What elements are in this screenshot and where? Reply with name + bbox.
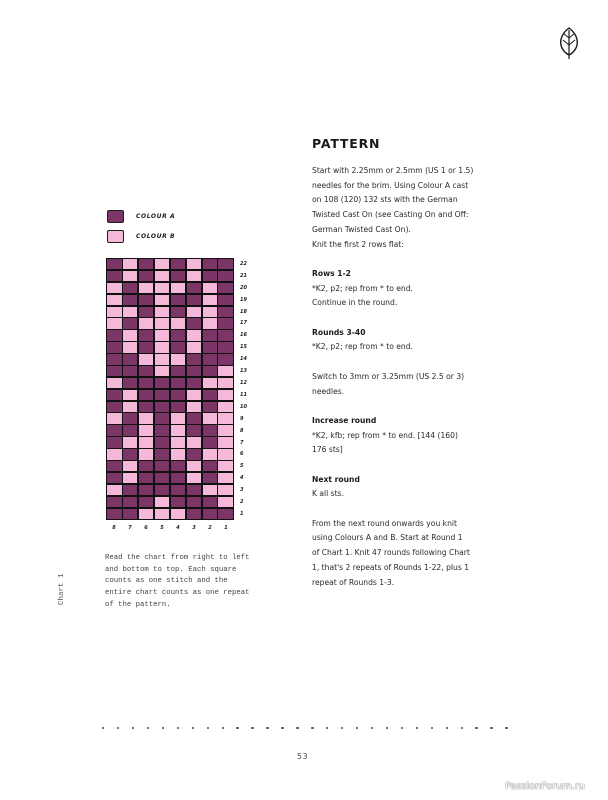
chart-row-label: 21 [240, 272, 247, 279]
chart-cell-colour-b [187, 473, 202, 483]
chart-cell-colour-a [171, 378, 186, 388]
chart-cell-colour-b [187, 402, 202, 413]
caption-line: Read the chart from right to left [105, 554, 250, 562]
chart-cell-colour-a [187, 318, 202, 328]
chart-cell-colour-a [139, 461, 154, 472]
chart-cell-colour-b [107, 378, 122, 388]
chart-cell-colour-a [139, 295, 154, 305]
chart-cell-colour-a [123, 449, 138, 459]
chart-cell-colour-a [155, 473, 170, 483]
chart-column-label: 5 [160, 525, 164, 531]
chart-cell-colour-b [123, 342, 138, 353]
chart-cell-colour-a [123, 295, 138, 305]
chart-cell-colour-b [203, 449, 218, 459]
chart-cell-colour-a [218, 318, 233, 328]
chart-cell-colour-a [107, 473, 122, 483]
pattern-paragraph [312, 326, 537, 355]
chart-cell-colour-b [107, 283, 122, 294]
chart-cell-colour-a [155, 413, 170, 423]
legend-label: COLOUR A [136, 212, 176, 220]
chart-cell-colour-a [203, 342, 218, 353]
pattern-line: *K2, kfb; rep from * to end. [144 (160) [312, 430, 458, 440]
pattern-line: Continue in the round. [312, 298, 398, 308]
chart-cell-colour-a [218, 330, 233, 340]
chart-row-label: 22 [240, 260, 247, 267]
chart-cell-colour-b [123, 461, 138, 472]
divider-dot [505, 727, 507, 729]
chart-side-label: Chart 1 [58, 573, 66, 605]
chart-cell-colour-a [187, 497, 202, 507]
chart-cell-colour-b [187, 271, 202, 281]
chart-cell-colour-a [155, 449, 170, 459]
chart-row-label: 15 [240, 344, 247, 351]
chart-column-label: 6 [144, 525, 148, 531]
chart-cell-colour-a [107, 497, 122, 507]
pattern-section [312, 136, 537, 605]
chart-row-label: 17 [240, 320, 247, 327]
chart-cell-colour-b [123, 473, 138, 483]
chart-cell-colour-a [123, 283, 138, 294]
chart-cell-colour-b [155, 259, 170, 269]
chart-cell-colour-a [155, 378, 170, 388]
chart-cell-colour-b [187, 307, 202, 318]
pattern-line: Start with 2.25mm or 2.5mm (US 1 or 1.5) [312, 166, 474, 175]
chart-cell-colour-a [123, 497, 138, 507]
chart-cell-colour-b [203, 318, 218, 328]
chart-cell-colour-a [203, 271, 218, 281]
divider-dot [341, 727, 343, 729]
chart-cell-colour-a [171, 307, 186, 318]
chart-row-label: 2 [240, 499, 244, 506]
chart-cell-colour-a [203, 402, 218, 413]
chart-cell-colour-b [218, 366, 233, 377]
pattern-paragraph [312, 414, 537, 458]
divider-dot [251, 727, 253, 729]
chart-cell-colour-a [187, 449, 202, 459]
chart-cell-colour-a [203, 461, 218, 472]
chart-cell-colour-b [187, 390, 202, 400]
chart-cell-colour-a [203, 330, 218, 340]
chart-cell-colour-a [171, 497, 186, 507]
chart-cell-colour-a [171, 295, 186, 305]
divider-dot [446, 727, 448, 729]
chart-cell-colour-a [107, 259, 122, 269]
chart-cell-colour-a [203, 366, 218, 377]
pattern-line: needles. [312, 386, 345, 396]
chart-cell-colour-a [155, 461, 170, 472]
chart-cell-colour-a [107, 402, 122, 413]
divider-dot [490, 727, 492, 729]
divider-dot [102, 727, 104, 729]
chart-cell-colour-a [218, 283, 233, 294]
chart-cell-colour-a [123, 354, 138, 364]
chart-cell-colour-a [187, 378, 202, 388]
divider-dot [401, 727, 403, 729]
divider-dot [475, 727, 477, 729]
chart-cell-colour-b [155, 330, 170, 340]
chart-row-label: 11 [240, 391, 247, 398]
chart-cell-colour-b [107, 485, 122, 496]
pattern-line: using Colours A and B. Start at Round 1 [312, 533, 463, 543]
chart-cell-colour-b [203, 295, 218, 305]
chart-cell-colour-b [187, 259, 202, 269]
divider-dot [147, 727, 149, 729]
chart-row-label: 13 [240, 368, 247, 375]
chart-cell-colour-a [203, 497, 218, 507]
chart-cell-colour-b [107, 307, 122, 318]
chart-row-label: 6 [240, 451, 244, 458]
chart-cell-colour-a [123, 485, 138, 496]
watermark: PassionForum.ru [505, 781, 585, 792]
chart-row-label: 9 [240, 415, 244, 422]
divider-dot [461, 727, 463, 729]
chart-cell-colour-b [123, 259, 138, 269]
divider-dot [281, 727, 283, 729]
chart-cell-colour-a [203, 390, 218, 400]
chart-cell-colour-b [123, 307, 138, 318]
divider-dot [117, 727, 119, 729]
chart-cell-colour-b [218, 413, 233, 423]
pattern-paragraph [312, 517, 537, 591]
chart-row-label: 12 [240, 380, 247, 387]
chart-cell-colour-a [139, 259, 154, 269]
divider-dot [296, 727, 298, 729]
chart-cell-colour-a [107, 390, 122, 400]
chart-cell-colour-b [107, 413, 122, 423]
chart-cell-colour-a [139, 307, 154, 318]
chart-cell-colour-a [107, 354, 122, 364]
chart-cell-colour-b [171, 318, 186, 328]
pattern-body [312, 164, 537, 590]
chart-cell-colour-a [107, 342, 122, 353]
chart-cell-colour-a [187, 485, 202, 496]
legend-label: COLOUR B [136, 232, 176, 240]
chart-row-label: 18 [240, 308, 247, 315]
chart-cell-colour-a [203, 473, 218, 483]
chart-column-label: 8 [112, 525, 116, 531]
chart-cell-colour-a [218, 509, 233, 520]
chart-cell-colour-b [203, 307, 218, 318]
chart-cell-colour-b [187, 342, 202, 353]
chart-cell-colour-b [155, 307, 170, 318]
chart-cell-colour-b [218, 425, 233, 436]
chart-cell-colour-a [123, 366, 138, 377]
chart-cell-colour-a [187, 509, 202, 520]
chart-cell-colour-a [107, 425, 122, 436]
chart-cell-colour-a [171, 390, 186, 400]
chart-cell-colour-a [171, 366, 186, 377]
chart-row-label: 19 [240, 296, 247, 303]
chart-cell-colour-b [187, 461, 202, 472]
pattern-line: K all sts. [312, 489, 344, 499]
chart-cell-colour-a [155, 390, 170, 400]
chart-row-label: 8 [240, 427, 244, 434]
caption-line: entire chart counts as one repeat [105, 589, 250, 598]
chart-column-label: 7 [128, 525, 132, 531]
chart-cell-colour-a [107, 437, 122, 447]
chart-column-label: 4 [176, 525, 180, 531]
divider-dot [177, 727, 179, 729]
chart-cell-colour-a [139, 342, 154, 353]
chart-row-label: 4 [240, 475, 244, 482]
divider-dot [207, 727, 209, 729]
chart-column-labels [106, 525, 234, 531]
chart-legend [107, 206, 175, 246]
chart-cell-colour-a [218, 307, 233, 318]
chart-cell-colour-b [139, 509, 154, 520]
chart-column-label: 1 [224, 525, 228, 531]
chart-row-labels [240, 258, 247, 520]
divider-dot [236, 727, 238, 729]
pattern-line: From the next round onwards you knit [312, 518, 457, 528]
section-heading: Next round [312, 474, 360, 484]
caption-line: and bottom to top. Each square [105, 565, 237, 574]
chart-cell-colour-b [218, 449, 233, 459]
chart-cell-colour-a [203, 259, 218, 269]
chart-cell-colour-b [171, 354, 186, 364]
chart-cell-colour-b [155, 271, 170, 281]
chart-cell-colour-b [218, 437, 233, 447]
chart-cell-colour-b [123, 390, 138, 400]
chart-cell-colour-a [171, 461, 186, 472]
chart-cell-colour-a [139, 473, 154, 483]
chart-cell-colour-b [139, 354, 154, 364]
chart-cell-colour-b [107, 449, 122, 459]
divider-dot [266, 727, 268, 729]
chart-cell-colour-a [107, 366, 122, 377]
chart-row-label: 3 [240, 487, 244, 494]
chart-cell-colour-b [139, 318, 154, 328]
chart-cell-colour-a [203, 509, 218, 520]
chart-cell-colour-b [123, 437, 138, 447]
chart-cell-colour-b [203, 283, 218, 294]
chart-cell-colour-a [171, 342, 186, 353]
chart-cell-colour-b [123, 271, 138, 281]
pattern-line: Twisted Cast On (see Casting On and Off: [312, 210, 469, 220]
chart-cell-colour-b [139, 437, 154, 447]
chart-cell-colour-b [171, 413, 186, 423]
chart-cell-colour-a [203, 354, 218, 364]
chart-cell-colour-b [171, 283, 186, 294]
chart-row-label: 20 [240, 284, 247, 291]
chart-cell-colour-b [218, 473, 233, 483]
chart-cell-colour-a [155, 437, 170, 447]
chart-cell-colour-a [139, 390, 154, 400]
caption-line: of the pattern. [105, 600, 171, 609]
chart-cell-colour-b [187, 437, 202, 447]
chart-caption [105, 553, 265, 612]
chart-row-label: 14 [240, 356, 247, 363]
pattern-paragraph [312, 473, 537, 502]
chart-cell-colour-a [187, 283, 202, 294]
chart-cell-colour-a [218, 271, 233, 281]
pattern-line: needles for the brim. Using Colour A cast [312, 180, 469, 190]
chart-cell-colour-b [203, 413, 218, 423]
chart-cell-colour-a [218, 354, 233, 364]
chart-cell-colour-a [218, 295, 233, 305]
chart-cell-colour-a [155, 402, 170, 413]
chart-cell-colour-b [155, 509, 170, 520]
chart-cell-colour-b [218, 461, 233, 472]
chart-cell-colour-a [171, 473, 186, 483]
chart-cell-colour-a [139, 330, 154, 340]
chart-cell-colour-a [139, 485, 154, 496]
dotted-divider [102, 727, 508, 733]
chart-cell-colour-a [139, 497, 154, 507]
chart-cell-colour-a [139, 271, 154, 281]
chart-cell-colour-b [171, 425, 186, 436]
divider-dot [431, 727, 433, 729]
chart-cell-colour-a [218, 342, 233, 353]
chart-row-label: 5 [240, 463, 244, 470]
chart-cell-colour-a [171, 402, 186, 413]
chart-cell-colour-b [155, 354, 170, 364]
chart-cell-colour-a [171, 271, 186, 281]
chart-cell-colour-b [107, 318, 122, 328]
chart-cell-colour-a [203, 437, 218, 447]
divider-dot [222, 727, 224, 729]
chart-cell-colour-a [139, 402, 154, 413]
chart-cell-colour-b [171, 437, 186, 447]
chart-cell-colour-b [139, 449, 154, 459]
chart-cell-colour-a [187, 413, 202, 423]
pattern-line: of Chart 1. Knit 47 rounds following Chart [312, 548, 470, 558]
chart-cell-colour-b [203, 378, 218, 388]
pattern-paragraph [312, 164, 537, 252]
chart-cell-colour-a [139, 366, 154, 377]
legend-item [107, 206, 175, 226]
chart-cell-colour-a [107, 271, 122, 281]
chart-cell-colour-a [123, 509, 138, 520]
pattern-line: on 108 (120) 132 sts with the German [312, 195, 458, 205]
legend-swatch [107, 230, 124, 243]
chart-cell-colour-b [155, 497, 170, 507]
divider-dot [386, 727, 388, 729]
caption-line: counts as one stitch and the [105, 577, 228, 586]
chart-cell-colour-a [123, 378, 138, 388]
divider-dot [356, 727, 358, 729]
chart-cell-colour-b [155, 366, 170, 377]
pattern-line: 176 sts] [312, 445, 343, 455]
chart-cell-colour-b [203, 485, 218, 496]
chart-cell-colour-a [203, 425, 218, 436]
chart-cell-colour-a [107, 461, 122, 472]
chart-cell-colour-a [187, 354, 202, 364]
divider-dot [416, 727, 418, 729]
chart-cell-colour-b [107, 295, 122, 305]
chart-row-label: 1 [240, 510, 244, 517]
pattern-line: *K2, p2; rep from * to end. [312, 283, 413, 293]
pattern-title: PATTERN [312, 136, 381, 151]
chart-cell-colour-b [139, 425, 154, 436]
section-heading: Increase round [312, 415, 377, 425]
legend-swatch [107, 210, 124, 223]
chart-cell-colour-a [123, 318, 138, 328]
chart-cell-colour-b [171, 509, 186, 520]
chart-cell-colour-b [171, 449, 186, 459]
chart-cell-colour-a [107, 330, 122, 340]
chart-cell-colour-b [218, 402, 233, 413]
leaf-icon [558, 26, 580, 60]
page-number: 53 [297, 752, 309, 761]
pattern-line: German Twisted Cast On). [312, 224, 411, 234]
divider-dot [326, 727, 328, 729]
chart-cell-colour-b [155, 295, 170, 305]
legend-item [107, 226, 175, 246]
chart-cell-colour-a [123, 413, 138, 423]
chart-cell-colour-a [171, 330, 186, 340]
chart-cell-colour-a [139, 378, 154, 388]
chart-cell-colour-a [155, 485, 170, 496]
pattern-line: Knit the first 2 rows flat: [312, 239, 404, 249]
chart-cell-colour-a [155, 425, 170, 436]
chart-row-label: 10 [240, 403, 247, 410]
section-heading: Rounds 3-40 [312, 327, 366, 337]
chart-column-label: 3 [192, 525, 196, 531]
pattern-line: 1, that's 2 repeats of Rounds 1-22, plus 1 [312, 562, 470, 572]
chart-cell-colour-b [218, 485, 233, 496]
pattern-line: *K2, p2; rep from * to end. [312, 342, 413, 352]
chart-cell-colour-a [123, 425, 138, 436]
colourwork-chart [106, 258, 234, 520]
pattern-paragraph [312, 370, 537, 399]
divider-dot [132, 727, 134, 729]
chart-cell-colour-b [123, 402, 138, 413]
chart-cell-colour-b [155, 342, 170, 353]
section-heading: Rows 1-2 [312, 268, 351, 278]
divider-dot [162, 727, 164, 729]
chart-cell-colour-b [139, 283, 154, 294]
chart-cell-colour-a [218, 259, 233, 269]
chart-cell-colour-b [155, 318, 170, 328]
divider-dot [192, 727, 194, 729]
pattern-paragraph [312, 267, 537, 311]
chart-cell-colour-b [155, 283, 170, 294]
chart-cell-colour-a [187, 425, 202, 436]
chart-cell-colour-b [187, 330, 202, 340]
pattern-line: repeat of Rounds 1-3. [312, 577, 395, 587]
chart-cell-colour-a [171, 485, 186, 496]
pattern-line: Switch to 3mm or 3.25mm (US 2.5 or 3) [312, 371, 465, 381]
chart-row-label: 7 [240, 439, 244, 446]
chart-cell-colour-b [218, 497, 233, 507]
chart-cell-colour-a [107, 509, 122, 520]
divider-dot [311, 727, 313, 729]
divider-dot [371, 727, 373, 729]
chart-cell-colour-a [187, 295, 202, 305]
chart-column-label: 2 [208, 525, 212, 531]
chart-cell-colour-b [218, 390, 233, 400]
chart-cell-colour-a [187, 366, 202, 377]
chart-cell-colour-b [123, 330, 138, 340]
chart-cell-colour-b [218, 378, 233, 388]
chart-row-label: 16 [240, 332, 247, 339]
chart-cell-colour-a [171, 259, 186, 269]
chart-cell-colour-b [139, 413, 154, 423]
